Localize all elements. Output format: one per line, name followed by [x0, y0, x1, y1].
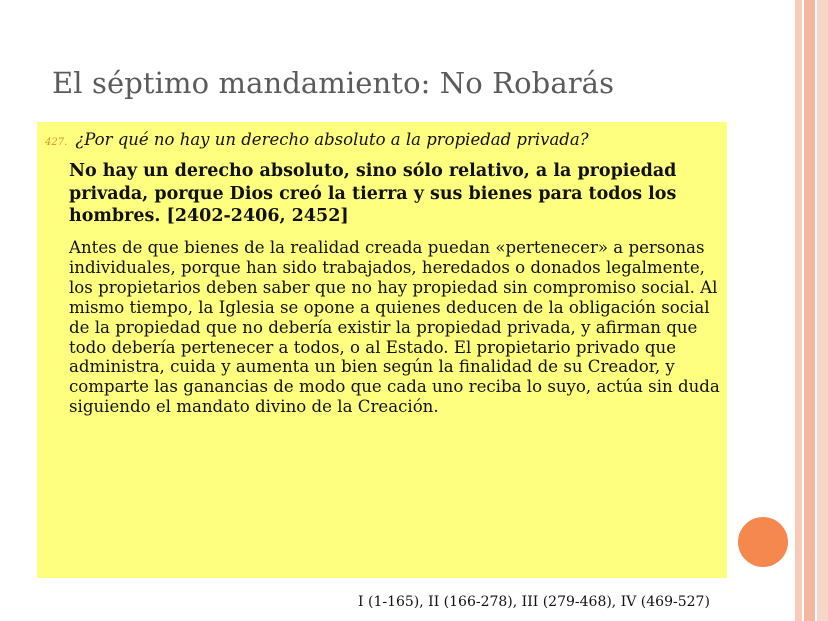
answer-text: No hay un derecho absoluto, sino sólo relativo, a la propiedad privada, porque Dios creó la tierra y sus bienes para todos los hombres. [2402-2406, 2452] [69, 161, 677, 226]
decorative-stripe [804, 0, 815, 621]
footer-section-ranges: I (1-165), II (166-278), III (279-468), IV (469-527) [358, 594, 710, 610]
slide-title: El séptimo mandamiento: No Robarás [52, 66, 615, 100]
decorative-stripe [817, 0, 828, 621]
content-highlight-box [37, 122, 727, 578]
explanation-text: Antes de que bienes de la realidad creada puedan «pertenecer» a personas individuales, porque han sido trabajados, heredados o donados legalmente, los propietarios deben saber que no hay propiedad sin compromiso social. Al mismo tiempo, la Iglesia se opone a quienes deducen de la obligación social de la propiedad que no debería existir la propiedad privada, y afirman que todo debería pertenecer a todos, o al Estado. El propietario privado que administra, cuida y aumenta un bien según la finalidad de su Creador, y comparte las ganancias de modo que cada uno reciba lo suyo, actúa sin duda siguiendo el mandato divino de la Creación. [69, 238, 720, 417]
decorative-stripe [795, 0, 802, 621]
accent-circle [738, 517, 788, 567]
question-text: ¿Por qué no hay un derecho absoluto a la propiedad privada? [75, 130, 589, 149]
question-line [45, 130, 589, 149]
question-number: 427. [45, 137, 68, 148]
